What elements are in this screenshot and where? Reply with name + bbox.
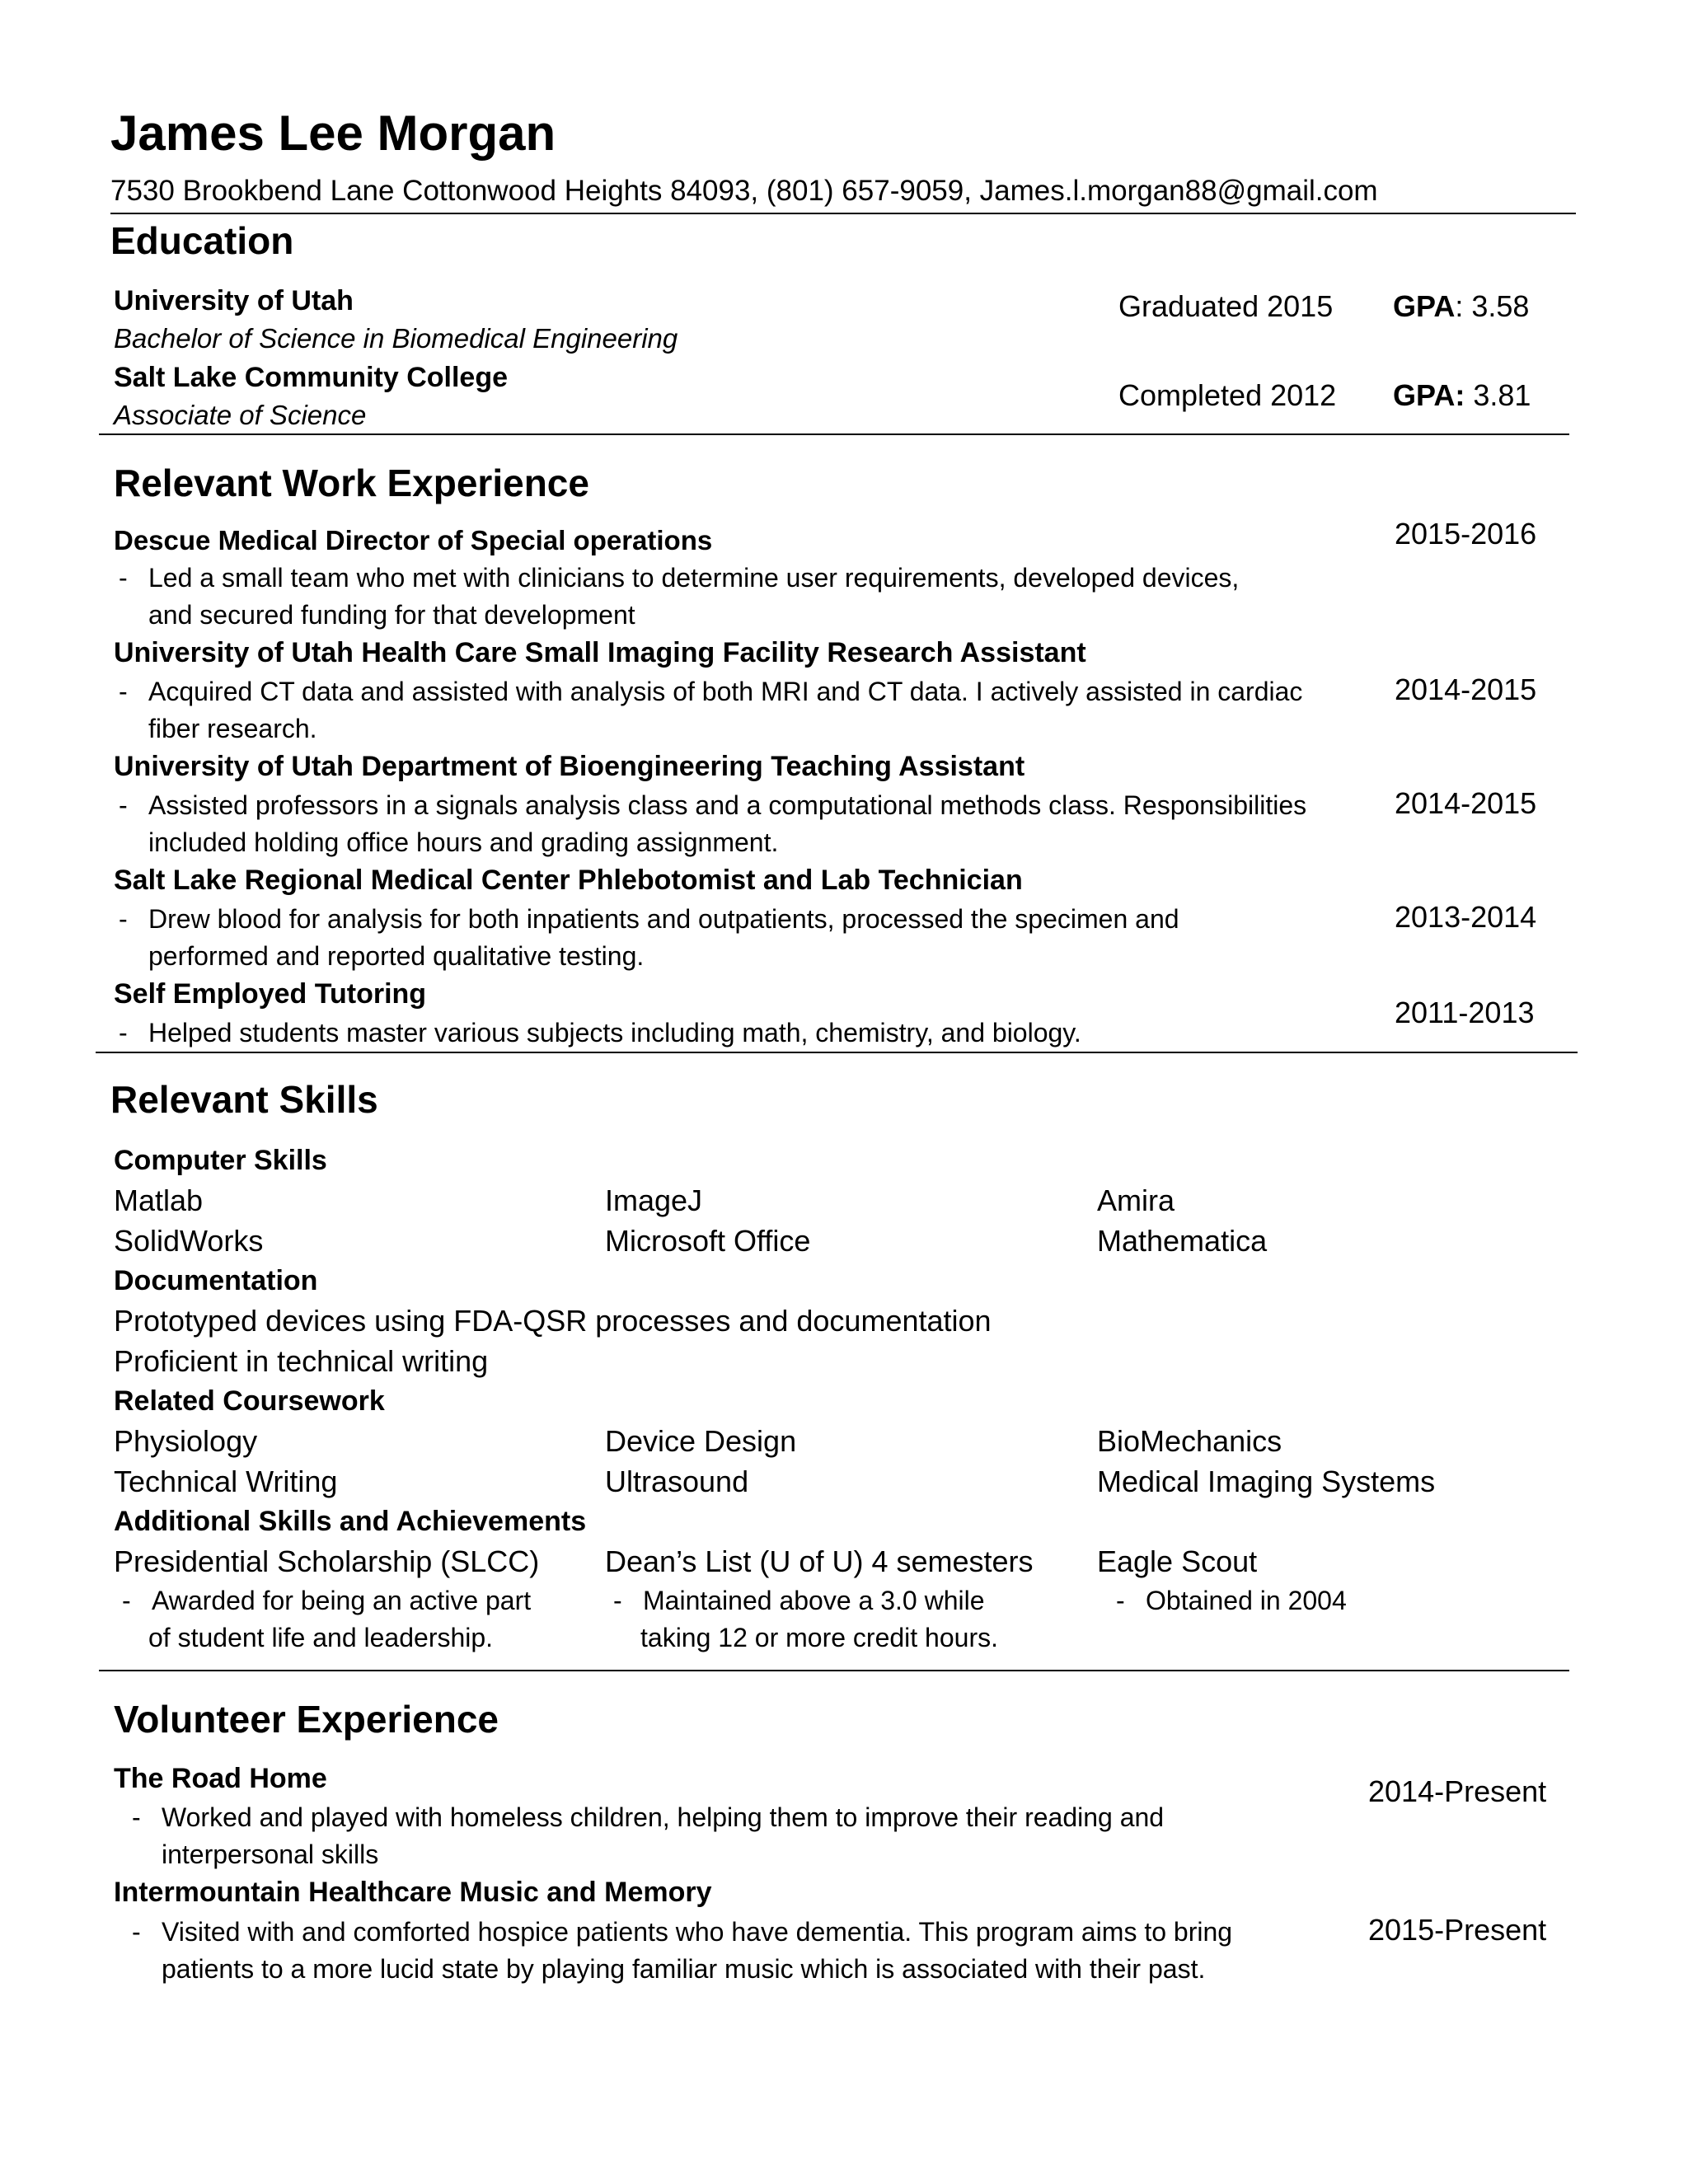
job-bullet-continuation: performed and reported qualitative testing. [148,941,645,971]
volunteer-org: Intermountain Healthcare Music and Memory [114,1877,712,1908]
gpa [1393,377,1531,414]
job-bullet: - Assisted professors in a signals analysis class and a computational methods class. Responsibilities [119,790,1307,820]
job-title: Self Employed Tutoring [114,978,427,1010]
coursework-heading: Related Coursework [114,1385,385,1417]
volunteer-bullet: - Worked and played with homeless children, helping them to improve their reading and [132,1802,1165,1832]
skill-item: Amira [1097,1183,1175,1217]
job-title: Salt Lake Regional Medical Center Phlebotomist and Lab Technician [114,865,1023,896]
documentation-item: Prototyped devices using FDA-QSR processes and documentation [114,1304,992,1338]
documentation-item: Proficient in technical writing [114,1344,489,1378]
school-name: University of Utah [114,285,354,316]
achievement-bullet: - Obtained in 2004 [1116,1586,1347,1615]
gpa-label: GPA: [1393,378,1465,412]
course-item: Medical Imaging Systems [1097,1465,1436,1498]
contact-line: 7530 Brookbend Lane Cottonwood Heights 84093, (801) 657-9059, James.l.morgan88@gmail.com [110,175,1378,207]
education-status: Graduated 2015 [1118,289,1334,323]
documentation-heading: Documentation [114,1265,318,1296]
volunteer-bullet-continuation: interpersonal skills [162,1840,379,1869]
degree: Associate of Science [114,400,367,430]
gpa-label: GPA [1393,289,1456,323]
job-title: Descue Medical Director of Special operations [114,525,713,555]
course-item: BioMechanics [1097,1424,1282,1458]
job-bullet-continuation: and secured funding for that development [148,600,635,630]
school-name: Salt Lake Community College [114,362,508,393]
skill-item: Mathematica [1097,1224,1268,1258]
job-date: 2013-2014 [1395,900,1537,934]
job-bullet: - Helped students master various subjects including math, chemistry, and biology. [119,1018,1081,1047]
achievement-bullet-continuation: of student life and leadership. [148,1623,494,1652]
skills-divider [99,1670,1569,1671]
gpa-value: 3.81 [1465,378,1531,412]
achievement-item: Eagle Scout [1097,1544,1258,1578]
skill-item: SolidWorks [114,1224,264,1258]
skill-item: Microsoft Office [605,1224,811,1258]
job-bullet: - Acquired CT data and assisted with analysis of both MRI and CT data. I actively assisted in cardiac [119,677,1303,706]
volunteer-org: The Road Home [114,1763,327,1794]
education-divider [99,434,1569,435]
achievement-bullet: - Maintained above a 3.0 while [613,1586,985,1615]
job-title: University of Utah Department of Bioengineering Teaching Assistant [114,751,1025,782]
job-title: University of Utah Health Care Small Imaging Facility Research Assistant [114,637,1086,668]
skills-heading: Relevant Skills [110,1078,378,1121]
course-item: Technical Writing [114,1465,338,1498]
header-divider [110,213,1576,214]
work-divider [96,1052,1578,1053]
job-bullet-continuation: fiber research. [148,714,317,743]
job-date: 2014-2015 [1395,673,1537,706]
job-bullet: - Drew blood for analysis for both inpatients and outpatients, processed the specimen and [119,904,1179,934]
achievement-item: Presidential Scholarship (SLCC) [114,1544,540,1578]
skill-item: Matlab [114,1183,204,1217]
additional-skills-heading: Additional Skills and Achievements [114,1506,587,1537]
volunteer-heading: Volunteer Experience [114,1698,499,1741]
course-item: Ultrasound [605,1465,749,1498]
resume-name: James Lee Morgan [110,105,556,161]
achievement-bullet-continuation: taking 12 or more credit hours. [640,1623,998,1652]
degree: Bachelor of Science in Biomedical Engineering [114,323,678,354]
job-date: 2014-2015 [1395,786,1537,820]
gpa [1393,288,1529,325]
work-heading: Relevant Work Experience [114,462,589,504]
volunteer-date: 2014-Present [1368,1774,1547,1808]
job-date: 2011-2013 [1395,996,1535,1029]
volunteer-bullet: - Visited with and comforted hospice patients who have dementia. This program aims to bring [132,1917,1233,1947]
skill-item: ImageJ [605,1183,703,1217]
education-status: Completed 2012 [1118,378,1337,412]
course-item: Physiology [114,1424,258,1458]
education-heading: Education [110,219,294,262]
volunteer-bullet-continuation: patients to a more lucid state by playing familiar music which is associated with their past. [162,1954,1206,1984]
job-date: 2015-2016 [1395,517,1537,551]
achievement-bullet: - Awarded for being an active part [122,1586,532,1615]
job-bullet: - Led a small team who met with clinicians to determine user requirements, developed devices, [119,563,1240,593]
computer-skills-heading: Computer Skills [114,1145,327,1176]
job-bullet-continuation: included holding office hours and grading assignment. [148,827,779,857]
course-item: Device Design [605,1424,797,1458]
gpa-value: : 3.58 [1455,289,1530,323]
volunteer-date: 2015-Present [1368,1913,1547,1947]
achievement-item: Dean’s List (U of U) 4 semesters [605,1544,1034,1578]
